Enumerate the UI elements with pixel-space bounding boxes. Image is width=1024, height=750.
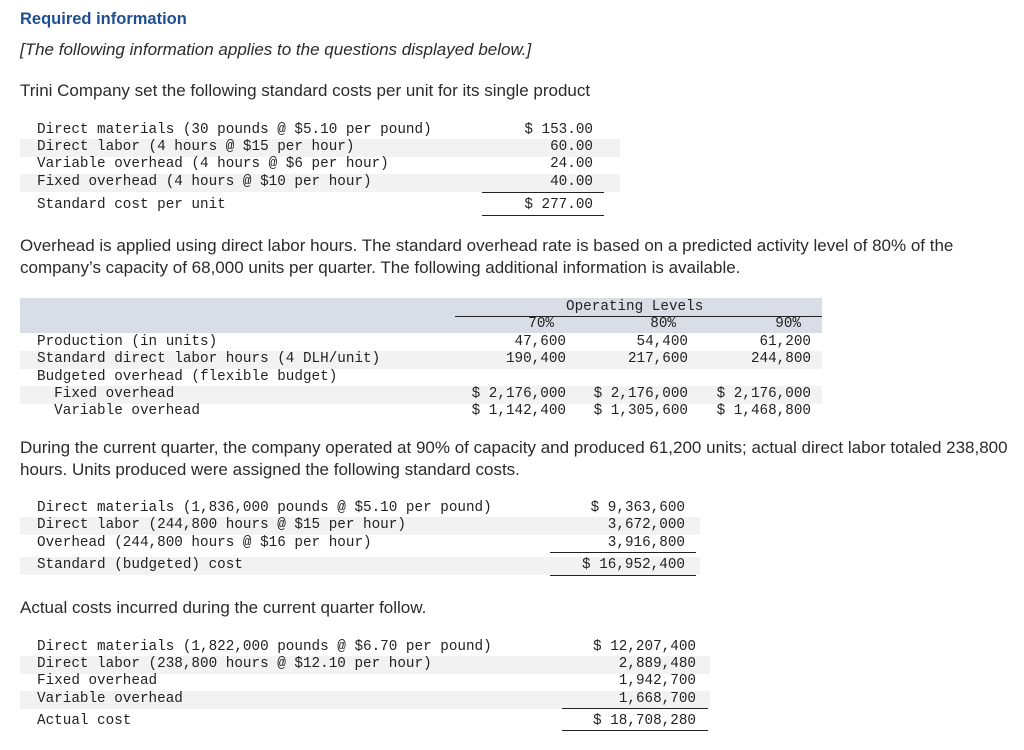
row-value: $ 12,207,400 — [593, 639, 696, 655]
row-value: 60.00 — [550, 139, 593, 155]
underline — [482, 215, 604, 216]
row-value: $ 153.00 — [524, 122, 593, 138]
table-row — [20, 557, 700, 575]
row-value: $ 18,708,280 — [593, 713, 696, 729]
section-title: Required information — [20, 10, 187, 28]
table-row — [20, 122, 620, 140]
row-label: Fixed overhead (4 hours @ $10 per hour) — [37, 174, 372, 190]
row-value: 24.00 — [550, 156, 593, 172]
table-row — [20, 369, 822, 387]
table-row — [20, 197, 620, 215]
row-value: 47,600 — [514, 334, 566, 350]
row-value: 244,800 — [750, 351, 811, 367]
underline — [550, 575, 696, 576]
row-label: Variable overhead — [37, 403, 201, 419]
row-label: Budgeted overhead (flexible budget) — [37, 369, 338, 385]
row-value: $ 277.00 — [524, 197, 593, 213]
current-quarter-text: During the current quarter, the company operated at 90% of capacity and produced 61,200 units; actual direct labor totaled 238,800 hours. Units produced were assigned the following standard costs. — [20, 438, 1008, 479]
row-label: Direct labor (4 hours @ $15 per hour) — [37, 139, 355, 155]
row-value: 40.00 — [550, 174, 593, 190]
row-label: Fixed overhead — [37, 673, 158, 689]
row-value: 1,942,700 — [618, 673, 696, 689]
table-row — [20, 713, 710, 731]
row-value: 3,672,000 — [607, 517, 685, 533]
underline — [482, 192, 604, 193]
row-label: Fixed overhead — [37, 386, 175, 402]
row-value: $ 1,142,400 — [471, 403, 566, 419]
row-value: 190,400 — [505, 351, 566, 367]
row-label: Overhead (244,800 hours @ $16 per hour) — [37, 535, 372, 551]
table-row — [20, 139, 620, 157]
row-label: Direct materials (30 pounds @ $5.10 per pound) — [37, 122, 432, 138]
table-row — [20, 639, 710, 657]
underline — [562, 730, 708, 731]
table-row — [20, 673, 710, 691]
column-header: 80% — [650, 316, 676, 332]
table-row — [20, 403, 822, 421]
row-label: Standard direct labor hours (4 DLH/unit) — [37, 351, 381, 367]
row-value: $ 2,176,000 — [593, 386, 688, 402]
intro-text: Trini Company set the following standard costs per unit for its single product — [20, 81, 591, 100]
row-value: $ 16,952,400 — [582, 557, 685, 573]
row-label: Direct materials (1,836,000 pounds @ $5.10 per pound) — [37, 500, 492, 516]
header-underline — [455, 316, 822, 317]
row-label: Standard cost per unit — [37, 197, 226, 213]
row-label: Direct materials (1,822,000 pounds @ $6.70 per pound) — [37, 639, 492, 655]
row-label: Direct labor (244,800 hours @ $15 per hour) — [37, 517, 406, 533]
table-row — [20, 691, 710, 709]
row-label: Standard (budgeted) cost — [37, 557, 243, 573]
row-value: 1,668,700 — [618, 691, 696, 707]
underline — [550, 552, 696, 553]
column-header: 70% — [528, 316, 554, 332]
row-label: Production (in units) — [37, 334, 218, 350]
table-row — [20, 174, 620, 192]
row-value: 2,889,480 — [618, 656, 696, 672]
row-value: 61,200 — [759, 334, 811, 350]
table-row — [20, 535, 700, 553]
operating-levels-title: Operating Levels — [566, 299, 704, 315]
row-label: Actual cost — [37, 713, 132, 729]
operating-levels-table — [20, 298, 822, 428]
row-value: $ 9,363,600 — [590, 500, 685, 516]
row-value: 3,916,800 — [607, 535, 685, 551]
row-label: Variable overhead — [37, 691, 183, 707]
underline — [562, 708, 708, 709]
instruction-note: [The following information applies to the questions displayed below.] — [20, 40, 532, 59]
row-value: 54,400 — [636, 334, 688, 350]
row-value: 217,600 — [627, 351, 688, 367]
row-label: Direct labor (238,800 hours @ $12.10 per hour) — [37, 656, 432, 672]
row-value: $ 2,176,000 — [471, 386, 566, 402]
table-row — [20, 517, 700, 535]
table-row — [20, 500, 700, 518]
table-row — [20, 386, 822, 404]
table-row — [20, 656, 710, 674]
column-header: 90% — [775, 316, 801, 332]
overhead-text: Overhead is applied using direct labor hours. The standard overhead rate is based on a predicted activity level of 80% of the company’s capacity of 68,000 units per quarter. The following additional information is available. — [20, 236, 954, 277]
row-value: $ 1,468,800 — [716, 403, 811, 419]
row-value: $ 1,305,600 — [593, 403, 688, 419]
table-row — [20, 334, 822, 352]
row-value: $ 2,176,000 — [716, 386, 811, 402]
row-label: Variable overhead (4 hours @ $6 per hour) — [37, 156, 389, 172]
table-row — [20, 156, 620, 174]
actual-costs-text: Actual costs incurred during the current quarter follow. — [20, 598, 427, 617]
table-row — [20, 351, 822, 369]
